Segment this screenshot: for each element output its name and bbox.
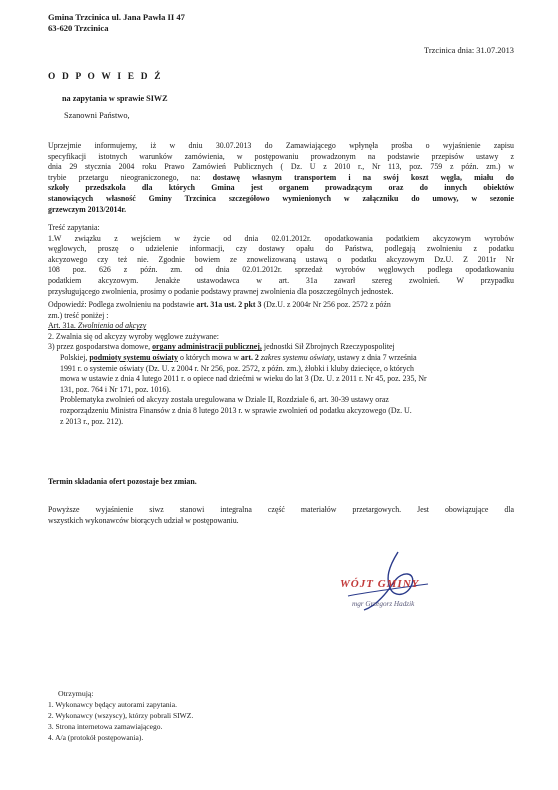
deadline-note: Termin składania ofert pozostaje bez zmian. [48, 477, 197, 486]
intro-bold-text: dostawę własnym transportem i na swój koszt węgla, miału do [212, 172, 514, 182]
closing-line: Powyższe wyjaśnienie siwz stanowi integralna część materiałów przetargowych. Jest obowiązujące dla [48, 505, 514, 514]
intro-text: trybie przetargu nieograniczonego, na: [48, 172, 201, 182]
sender-line-2: 63-620 Trzcinica [48, 23, 109, 33]
stamp-name: mgr Grzegorz Hadzik [352, 600, 415, 608]
article-title: Zwolnienia od akcyzy [77, 321, 147, 331]
letter-subject: na zapytania w sprawie SIWZ [62, 94, 168, 103]
answer-text: o których mowa w [179, 352, 239, 362]
question-line: 1.W związku z wejściem w życie od dnia 02.01.2012r. opodatkowania podatkiem akcyzowym wyrobów [48, 233, 514, 243]
intro-line: grzewczym 2013/2014r. [48, 204, 127, 214]
distribution-item: 4. A/a (protokół postępowania). [48, 733, 144, 742]
answer-highlight: podmioty systemu oświaty [89, 352, 178, 362]
distribution-list [48, 688, 193, 743]
distribution-title: Otrzymują: [58, 689, 94, 698]
answer-highlight: organy administracji publicznej, [152, 342, 262, 352]
answer-text: Odpowiedź: Podlega zwolnieniu na podstawie [48, 300, 195, 309]
stamp-title: WÓJT GMINY [340, 578, 420, 590]
answer-line: 1991 r. o systemie oświaty (Dz. U. z 2004 r. Nr 256, poz. 2572, z późn. zm.), żłobki i kluby dziecięce, o których [60, 363, 414, 373]
answer-line: rozporządzeniu Ministra Finansów z dnia 8 lutego 2013 r. w sprawie zwolnień od podatku akcyzowego (Dz. U. [60, 405, 412, 415]
question-line: węglowych, proszę o udzielenie informacji, czy dostawy opału do Państwa, podlegają zwolnieniu z podatku [48, 244, 514, 254]
question-line: akcyzowego czy też nie. Zgodnie bowiem ze znowelizowaną ustawą o podatku akcyzowym Dz.U. Z 2011r Nr [48, 254, 514, 264]
letter-title: O D P O W I E D Ź [48, 72, 163, 82]
question-line: 108 poz. 626 z późn. zm. od dnia 02.01.2012r. sprzedaż wyrobów węglowych podlega opodatkowaniu [48, 265, 514, 275]
closing-line: wszystkich wykonawców biorących udział w postępowaniu. [48, 515, 239, 525]
distribution-item: 1. Wykonawcy będący autorami zapytania. [48, 700, 177, 709]
question-line: przysługującego zwolnienia, prosimy o podanie podstawy prawnej zwolnienia dla poszczególnych jednostek. [48, 286, 394, 296]
intro-line: specyfikacji istotnych warunków zamówienia, w postępowaniu prowadzonym na podstawie przepisów ustawy z [48, 151, 514, 161]
answer-italic: zakres systemu oświaty, [260, 352, 336, 362]
question-paragraph [48, 223, 514, 297]
sender-address [48, 12, 185, 34]
answer-line: z 2013 r., poz. 212). [60, 416, 124, 426]
sender-line-1: Gmina Trzcinica ul. Jana Pawła II 47 [48, 12, 185, 22]
answer-line [48, 353, 514, 364]
distribution-item: 2. Wykonawcy (wszyscy), którzy pobrali SIWZ. [48, 711, 194, 720]
intro-line: Uprzejmie informujemy, iż w dniu 30.07.2013 do Zamawiającego wpłynęła prośba o wyjaśnienie zapisu [48, 141, 514, 150]
intro-line [48, 194, 514, 205]
answer-line: Problematyka zwolnień od akcyzy została uregulowana w Dziale II, Rozdziale 6, art. 30-39 ustawy oraz [60, 395, 389, 405]
answer-text: (Dz.U. z 2004r Nr 256 poz. 2572 z późn [263, 300, 391, 309]
answer-text: ustawy z dnia 7 września [337, 352, 417, 362]
answer-article-ref: art. 2 [240, 352, 259, 362]
answer-line: 2. Zwalnia się od akcyzy wyroby węglowe zużywane: [48, 331, 219, 341]
intro-bold-text: stanowiących własność Gminy Trzcinica szczegółowo wymienionych w załączniku do umowy, [48, 193, 459, 203]
answer-text: jednostki Sił Zbrojnych Rzeczypospolitej [263, 342, 395, 352]
question-label: Treść zapytania: [48, 223, 100, 232]
answer-line: zm.) treść poniżej : [48, 310, 109, 320]
answer-line [48, 300, 514, 311]
answer-line [48, 342, 514, 353]
letter-date: Trzcinica dnia: 31.07.2013 [424, 46, 514, 55]
answer-text: 3) przez gospodarstwa domowe, [48, 342, 151, 352]
intro-line [48, 173, 514, 184]
closing-paragraph [48, 505, 514, 526]
answer-paragraph [48, 300, 514, 427]
answer-line: mowa w ustawie z dnia 4 lutego 2011 r. o opiece nad dziećmi w wieku do lat 3 (Dz. U. z 2011 r. Nr 45, poz. 235, Nr [60, 374, 427, 384]
article-number: Art. 31a. [48, 321, 76, 331]
intro-bold-text: w sezonie [471, 193, 514, 203]
answer-legal-basis: art. 31a ust. 2 pkt 3 [196, 300, 262, 309]
article-heading [48, 321, 514, 332]
answer-text: Polskiej, [60, 352, 88, 362]
intro-line: dnia 29 stycznia 2004 roku Prawo Zamówień Publicznych ( Dz. U z 2010 r., Nr 113, poz. 759 z późn. zm.) w [48, 162, 514, 172]
question-line: podatkiem akcyzowym. Jenakże ustawodawca w art. 31a zawarł szereg zwolnień. W przypadku [48, 275, 514, 285]
intro-line: szkoły przedszkola dla których Gmina jest organem prowadzącym oraz do innych obiektów [48, 183, 514, 193]
distribution-item: 3. Strona internetowa zamawiającego. [48, 722, 163, 731]
intro-paragraph [48, 141, 514, 215]
greeting: Szanowni Państwo, [64, 111, 130, 120]
answer-line: 131, poz. 764 i Nr 171, poz. 1016). [60, 384, 171, 394]
